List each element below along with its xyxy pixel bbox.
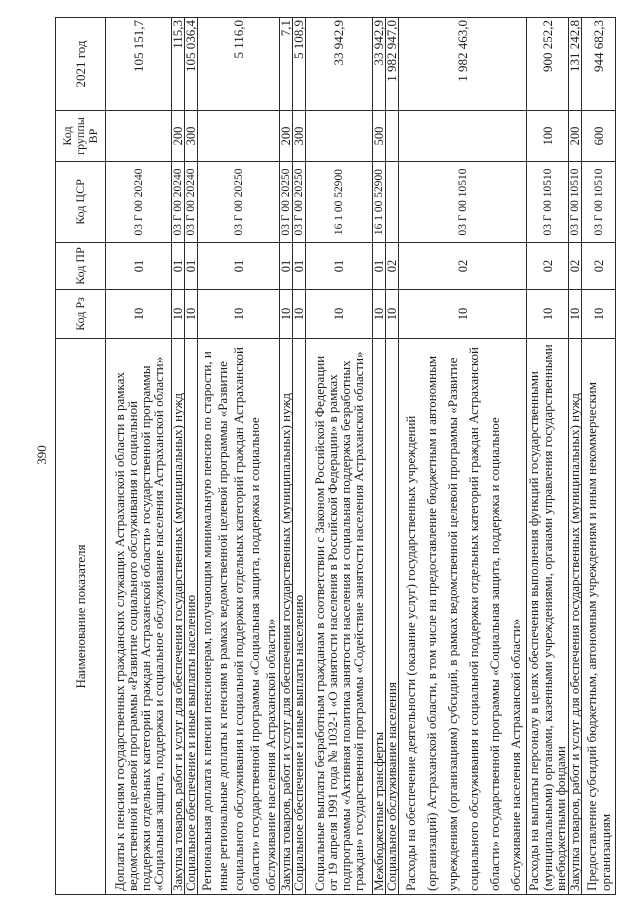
rz-code-cell: 10: [527, 290, 569, 339]
table-body: [106, 18, 616, 895]
header-row: [56, 18, 106, 895]
table-row: [185, 18, 198, 895]
rz-code-cell: 10: [569, 290, 582, 339]
amount-2021-cell: 105 036,4: [185, 18, 198, 111]
pr-code-cell: 01: [185, 243, 198, 290]
vr-code-cell: 200: [172, 111, 185, 162]
amount-2021-cell: 5 116,0: [198, 18, 280, 111]
document-page: [34, 20, 616, 895]
table-row: [386, 18, 399, 895]
rz-code-cell: 10: [306, 290, 373, 339]
indicator-name-cell: Закупка товаров, работ и услуг для обеспечения государственных (муниципальных) нужд: [569, 339, 582, 895]
rz-code-cell: 10: [198, 290, 280, 339]
pr-code-cell: 02: [582, 243, 616, 290]
csr-code-cell: 03 Г 00 10510: [582, 162, 616, 243]
pr-code-cell: 01: [106, 243, 172, 290]
rz-code-cell: 10: [185, 290, 198, 339]
table-row: [399, 18, 527, 895]
table-row: [582, 18, 616, 895]
indicator-name-cell: Социальное обеспечение и иные выплаты населению: [293, 339, 306, 895]
indicator-name-cell: Доплаты к пенсиям государственных гражданских служащих Астраханской области в рамках ведомственной целевой программы «Развитие социального обслуживания и социальной поддержки отдельных категорий граждан Астраханской области» государственной программы «Социальная защита, поддержка и социальное обслуживание населения Астраханской области»: [106, 339, 172, 895]
indicator-name-cell: Расходы на обеспечение деятельности (оказание услуг) государственных учреждений (организаций) Астраханской области, в том числе на предоставление бюджетным и автономным учреждениям (организациям) субсидий, в рамках ведомственной целевой программы «Развитие социального обслуживания и социальной поддержки отдельных категорий граждан Астраханской области» государственной программы «Социальная защита, поддержка и социальное обслуживание населения Астраханской области»: [399, 339, 527, 895]
amount-2021-cell: 115,3: [172, 18, 185, 111]
csr-code-cell: 16 1 00 52900: [306, 162, 373, 243]
csr-code-cell: 03 Г 00 10510: [527, 162, 569, 243]
indicator-name-cell: Социальные выплаты безработным гражданам в соответствии с Законом Российской Федерации от 19 апреля 1991 года № 1032-1 «О занятости населения в Российской Федерации» в рамках подпрограммы «Активная политика занятости населения и социальная поддержка безработных граждан» государственной программы «Содействие занятости населения Астраханской области»: [306, 339, 373, 895]
header-amount-2021: 2021 год: [56, 18, 106, 111]
rz-code-cell: 10: [106, 290, 172, 339]
header-rz-code: Код Рз: [56, 290, 106, 339]
amount-2021-cell: 131 242,8: [569, 18, 582, 111]
page-number: 390: [34, 445, 49, 465]
csr-code-cell: [386, 162, 399, 243]
vr-code-cell: [198, 111, 280, 162]
table-row: [293, 18, 306, 895]
csr-code-cell: 03 Г 00 20240: [185, 162, 198, 243]
table-row: [106, 18, 172, 895]
indicator-name-cell: Социальное обслуживание населения: [386, 339, 399, 895]
amount-2021-cell: 7,1: [280, 18, 293, 111]
vr-code-cell: 200: [280, 111, 293, 162]
pr-code-cell: 01: [306, 243, 373, 290]
vr-code-cell: [399, 111, 527, 162]
indicator-name-cell: Социальное обеспечение и иные выплаты населению: [185, 339, 198, 895]
vr-code-cell: [106, 111, 172, 162]
csr-code-cell: 16 1 00 52900: [373, 162, 386, 243]
indicator-name-cell: Предоставление субсидий бюджетным, автономным учреждениям и иным некоммерческим организациям: [582, 339, 616, 895]
pr-code-cell: 01: [373, 243, 386, 290]
csr-code-cell: 03 Г 00 20250: [198, 162, 280, 243]
table-row: [569, 18, 582, 895]
vr-code-cell: 500: [373, 111, 386, 162]
vr-code-cell: 200: [569, 111, 582, 162]
pr-code-cell: 01: [172, 243, 185, 290]
vr-code-cell: 600: [582, 111, 616, 162]
table-row: [527, 18, 569, 895]
indicator-name-cell: Межбюджетные трансферты: [373, 339, 386, 895]
pr-code-cell: 02: [527, 243, 569, 290]
header-csr-code: Код ЦСР: [56, 162, 106, 243]
header-indicator-name: Наименование показателя: [56, 339, 106, 895]
table-row: [306, 18, 373, 895]
header-pr-code: Код ПР: [56, 243, 106, 290]
indicator-name-cell: Закупка товаров, работ и услуг для обеспечения государственных (муниципальных) нужд: [280, 339, 293, 895]
amount-2021-cell: 33 942,9: [373, 18, 386, 111]
amount-2021-cell: 900 252,2: [527, 18, 569, 111]
csr-code-cell: 03 Г 00 10510: [569, 162, 582, 243]
rz-code-cell: 10: [280, 290, 293, 339]
vr-code-cell: [386, 111, 399, 162]
amount-2021-cell: 105 151,7: [106, 18, 172, 111]
indicator-name-cell: Расходы на выплаты персоналу в целях обеспечения выполнения функций государственными (муниципальными) органами, казенными учреждениями, органами управления государственными внебюджетными фондами: [527, 339, 569, 895]
pr-code-cell: 02: [386, 243, 399, 290]
vr-code-cell: 300: [185, 111, 198, 162]
pr-code-cell: 01: [280, 243, 293, 290]
pr-code-cell: 02: [569, 243, 582, 290]
rz-code-cell: 10: [399, 290, 527, 339]
table-header: [56, 18, 106, 895]
rz-code-cell: 10: [172, 290, 185, 339]
vr-code-cell: 100: [527, 111, 569, 162]
amount-2021-cell: 944 682,3: [582, 18, 616, 111]
header-vr-code: Код группы ВР: [56, 111, 106, 162]
csr-code-cell: 03 Г 00 20240: [106, 162, 172, 243]
vr-code-cell: [306, 111, 373, 162]
csr-code-cell: 03 Г 00 20240: [172, 162, 185, 243]
pr-code-cell: 01: [293, 243, 306, 290]
vr-code-cell: 300: [293, 111, 306, 162]
rz-code-cell: 10: [373, 290, 386, 339]
amount-2021-cell: 1 982 947,0: [386, 18, 399, 111]
table-row: [198, 18, 280, 895]
csr-code-cell: 03 Г 00 20250: [293, 162, 306, 243]
amount-2021-cell: 33 942,9: [306, 18, 373, 111]
pr-code-cell: 01: [198, 243, 280, 290]
indicator-name-cell: Региональная доплата к пенсии пенсионерам, получающим минимальную пенсию по старости, и иные региональные доплаты к пенсиям в рамках ведомственной целевой программы «Развитие социального обслуживания и социальной поддержки отдельных категорий граждан Астраханской области» государственной программы «Социальная защита, поддержка и социальное обслуживание населения Астраханской области»: [198, 339, 280, 895]
csr-code-cell: 03 Г 00 20250: [280, 162, 293, 243]
amount-2021-cell: 5 108,9: [293, 18, 306, 111]
budget-table: [55, 17, 616, 895]
csr-code-cell: 03 Г 00 10510: [399, 162, 527, 243]
pr-code-cell: 02: [399, 243, 527, 290]
indicator-name-cell: Закупка товаров, работ и услуг для обеспечения государственных (муниципальных) нужд: [172, 339, 185, 895]
rz-code-cell: 10: [386, 290, 399, 339]
amount-2021-cell: 1 982 463,0: [399, 18, 527, 111]
rz-code-cell: 10: [582, 290, 616, 339]
rz-code-cell: 10: [293, 290, 306, 339]
